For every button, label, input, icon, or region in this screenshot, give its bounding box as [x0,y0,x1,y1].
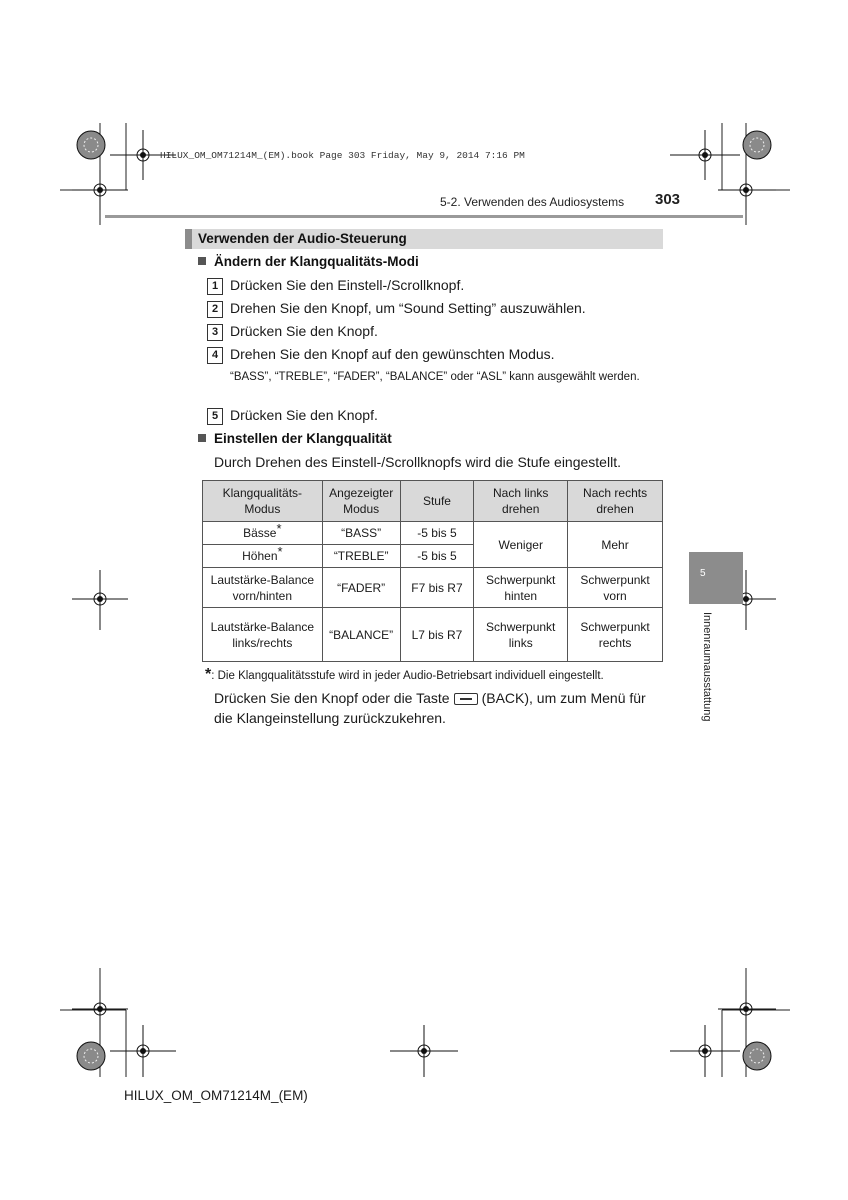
step-number-badge: 4 [207,347,223,364]
table-row [203,608,663,662]
step-3 [207,323,378,341]
table-cell: -5 bis 5 [400,522,474,545]
table-cell: Schwerpunkt vorn [568,568,663,608]
table-footnote [205,666,604,684]
asterisk-mark: * [276,521,282,536]
table-cell: “BALANCE” [322,608,400,662]
step-4 [207,346,555,364]
column-header: Angezeigter Modus [322,481,400,522]
step-text: Drehen Sie den Knopf auf den gewünschten Modus. [230,346,555,362]
table-cell: Schwerpunkt rechts [568,608,663,662]
header-rule [105,215,743,218]
chapter-label: Innenraumausstattung [701,612,713,722]
subheading-quality-label: Einstellen der Klangqualität [214,431,392,446]
table-cell: “TREBLE” [322,545,400,568]
step-number-badge: 1 [207,278,223,295]
subheading-modes [198,254,419,269]
page-number: 303 [655,191,681,208]
square-bullet-icon [198,257,206,265]
square-bullet-icon [198,434,206,442]
table-cell: -5 bis 5 [400,545,474,568]
table-cell: “FADER” [322,568,400,608]
step-number-badge: 5 [207,408,223,425]
quality-intro: Durch Drehen des Einstell-/Scrollknopfs wird die Stufe eingestellt. [214,454,621,470]
table-cell: Lautstärke-Balance links/rechts [203,608,323,662]
footnote-text: : Die Klangqualitätsstufe wird in jeder Audio-Betriebsart individuell eingestellt. [211,670,604,682]
sound-settings-table [202,480,663,662]
subheading-modes-label: Ändern der Klangqualitäts-Modi [214,254,419,269]
closing-text-end: (BACK), um zum Menü für die Klangeinstellung zurückzukehren. [214,690,646,726]
table-cell: Weniger [474,522,568,568]
asterisk-mark: * [277,544,283,559]
step-1 [207,277,464,295]
table-cell: Höhen* [203,545,323,568]
back-key-icon [454,693,478,705]
column-header: Nach rechts drehen [568,481,663,522]
table-cell: Bässe* [203,522,323,545]
table-cell: Schwerpunkt links [474,608,568,662]
chapter-number: 5 [700,568,706,579]
step-text: Drücken Sie den Knopf. [230,407,378,423]
closing-paragraph [214,688,664,728]
step-number-badge: 2 [207,301,223,318]
column-header: Nach links drehen [474,481,568,522]
print-metadata: HILUX_OM_OM71214M_(EM).book Page 303 Friday, May 9, 2014 7:16 PM [160,150,525,161]
table-cell: Lautstärke-Balance vorn/hinten [203,568,323,608]
section-title: 5-2. Verwenden des Audiosystems [440,195,625,209]
heading-title: Verwenden der Audio-Steuerung [198,231,407,246]
step-number-badge: 3 [207,324,223,341]
subheading-quality [198,431,392,446]
step-5 [207,407,378,425]
table-cell: “BASS” [322,522,400,545]
footer-document-code: HILUX_OM_OM71214M_(EM) [124,1088,308,1103]
step-4-note: “BASS”, “TREBLE”, “FADER”, “BALANCE” oder “ASL” kann ausgewählt werden. [230,371,640,383]
table-row [203,522,663,545]
step-text: Drücken Sie den Einstell-/Scrollknopf. [230,277,465,293]
table-cell: L7 bis R7 [400,608,474,662]
table-row [203,568,663,608]
table-cell: Mehr [568,522,663,568]
step-text: Drehen Sie den Knopf, um “Sound Setting” auszuwählen. [230,300,586,316]
footnote-asterisk: * [205,666,212,683]
column-header: Klangqualitäts-Modus [203,481,323,522]
table-header-row [203,481,663,522]
heading-bar [185,229,663,249]
step-text: Drücken Sie den Knopf. [230,323,378,339]
table-cell: Schwerpunkt hinten [474,568,568,608]
table-cell: F7 bis R7 [400,568,474,608]
column-header: Stufe [400,481,474,522]
step-2 [207,300,586,318]
chapter-tab [689,552,743,604]
closing-text-start: Drücken Sie den Knopf oder die Taste [214,690,450,706]
